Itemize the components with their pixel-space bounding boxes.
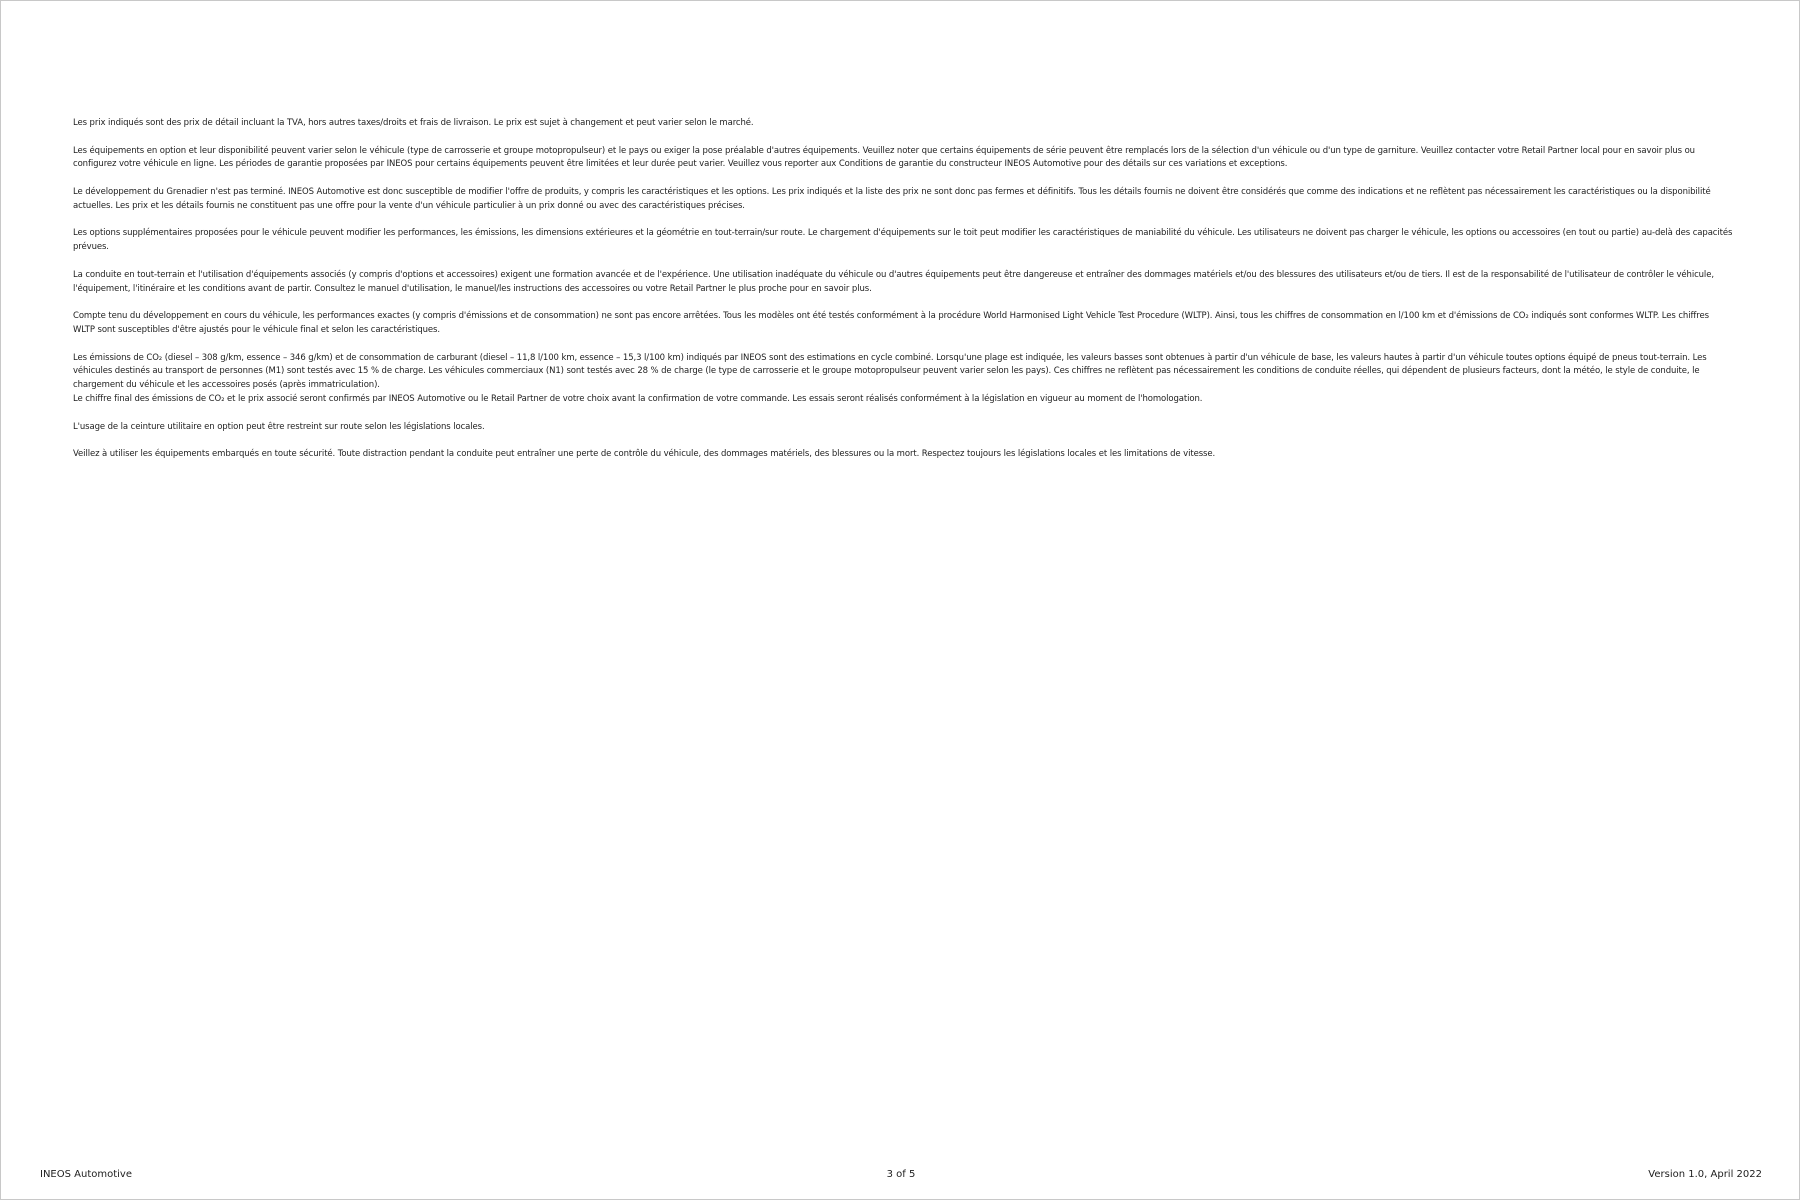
paragraph-final-co2: Le chiffre final des émissions de CO₂ et le prix associé seront confirmés par INEOS Automotive ou le Retail Partner de votre choix avant la confirmation de votre commande. Les essais seront réalisés conformément à la législation en vigueur au moment de l'homologation.: [73, 393, 1203, 404]
paragraph-pricing: Les prix indiqués sont des prix de détail incluant la TVA, hors autres taxes/droits et frais de livraison. Le prix est sujet à changement et peut varier selon le marché.: [73, 118, 754, 128]
paragraph-emissions: Les émissions de CO₂ (diesel – 308 g/km, essence – 346 g/km) et de consommation de carburant (diesel – 11,8 l/100 km, essence – 15,3 l/100 km) indiqués par INEOS sont des estimations en cycle combiné. Lorsqu'une plage est indiquée, les valeurs basses sont obtenues à partir d'un véhicule de base, les valeurs hautes à partir d'un véhicule toutes options équipé de pneus tout-terrain. Les véhicules destinés au transport de personnes (M1) sont testés avec 15 % de charge. Les véhicules commerciaux (N1) sont testés avec 28 % de charge (le type de carrosserie et le groupe motopropulseur peuvent varier selon les pays). Ces chiffres ne reflètent pas nécessairement les conditions de conduite réelles, qui dépendent de plusieurs facteurs, dont la météo, le style de conduite, le chargement du véhicule et les accessoires posés (après immatriculation).: [73, 352, 1707, 391]
footer-page-number: 3 of 5: [886, 1169, 916, 1180]
paragraph-development: Le développement du Grenadier n'est pas terminé. INEOS Automotive est donc susceptible de modifier l'offre de produits, y compris les caractéristiques et les options. Les prix indiqués et la liste des prix ne sont donc pas fermes et définitifs. Tous les détails fournis ne doivent être considérés que comme des indications et ne reflètent pas nécessairement les caractéristiques ou la disponibilité actuelles. Les prix et les détails fournis ne constituent pas une offre pour la vente d'un véhicule particulier à un prix donné ou avec des caractéristiques précises.: [73, 186, 1711, 211]
footer-version: Version 1.0, April 2022: [1648, 1169, 1762, 1180]
paragraph-safety: Veillez à utiliser les équipements embarqués en toute sécurité. Toute distraction pendant la conduite peut entraîner une perte de contrôle du véhicule, des dommages matériels, des blessures ou la mort. Respectez toujours les législations locales et les limitations de vitesse.: [73, 449, 1216, 460]
footer-company: INEOS Automotive: [40, 1169, 132, 1180]
paragraph-additional-options: Les options supplémentaires proposées pour le véhicule peuvent modifier les performances, les émissions, les dimensions extérieures et la géométrie en tout-terrain/sur route. Le chargement d'équipements sur le toit peut modifier les caractéristiques de maniabilité du véhicule. Les utilisateurs ne doivent pas charger le véhicule, les options ou accessoires (en tout ou partie) au-delà des capacités prévues.: [73, 228, 1733, 253]
disclaimer-text-block: [73, 117, 1733, 476]
paragraph-utility-belt: L'usage de la ceinture utilitaire en option peut être restreint sur route selon les législations locales.: [73, 421, 485, 432]
paragraph-wltp: Compte tenu du développement en cours du véhicule, les performances exactes (y compris d'émissions et de consommation) ne sont pas encore arrêtées. Tous les modèles ont été testés conformément à la procédure World Harmonised Light Vehicle Test Procedure (WLTP). Ainsi, tous les chiffres de consommation en l/100 km et d'émissions de CO₂ indiqués sont conformes WLTP. Les chiffres WLTP sont susceptibles d'être ajustés pour le véhicule final et selon les caractéristiques.: [73, 311, 1709, 335]
paragraph-off-road: La conduite en tout-terrain et l'utilisation d'équipements associés (y compris d'options et accessoires) exigent une formation avancée et de l'expérience. Une utilisation inadéquate du véhicule ou d'autres équipements peut être dangereuse et entraîner des dommages matériels et/ou des blessures des utilisateurs et/ou de tiers. Il est de la responsabilité de l'utilisateur de contrôler le véhicule, l'équipement, l'itinéraire et les conditions avant de partir. Consultez le manuel d'utilisation, le manuel/les instructions des accessoires ou votre Retail Partner le plus proche pour en savoir plus.: [73, 269, 1714, 294]
paragraph-optional-equipment: Les équipements en option et leur disponibilité peuvent varier selon le véhicule (type de carrosserie et groupe motopropulseur) et le pays ou exiger la pose préalable d'autres équipements. Veuillez noter que certains équipements de série peuvent être remplacés lors de la sélection d'un véhicule ou d'un type de garniture. Veuillez contacter votre Retail Partner local pour en savoir plus ou configurez votre véhicule en ligne. Les périodes de garantie proposées par INEOS pour certains équipements peuvent être limitées et leur durée peut varier. Veuillez vous reporter aux Conditions de garantie du constructeur INEOS Automotive pour des détails sur ces variations et exceptions.: [73, 145, 1695, 170]
